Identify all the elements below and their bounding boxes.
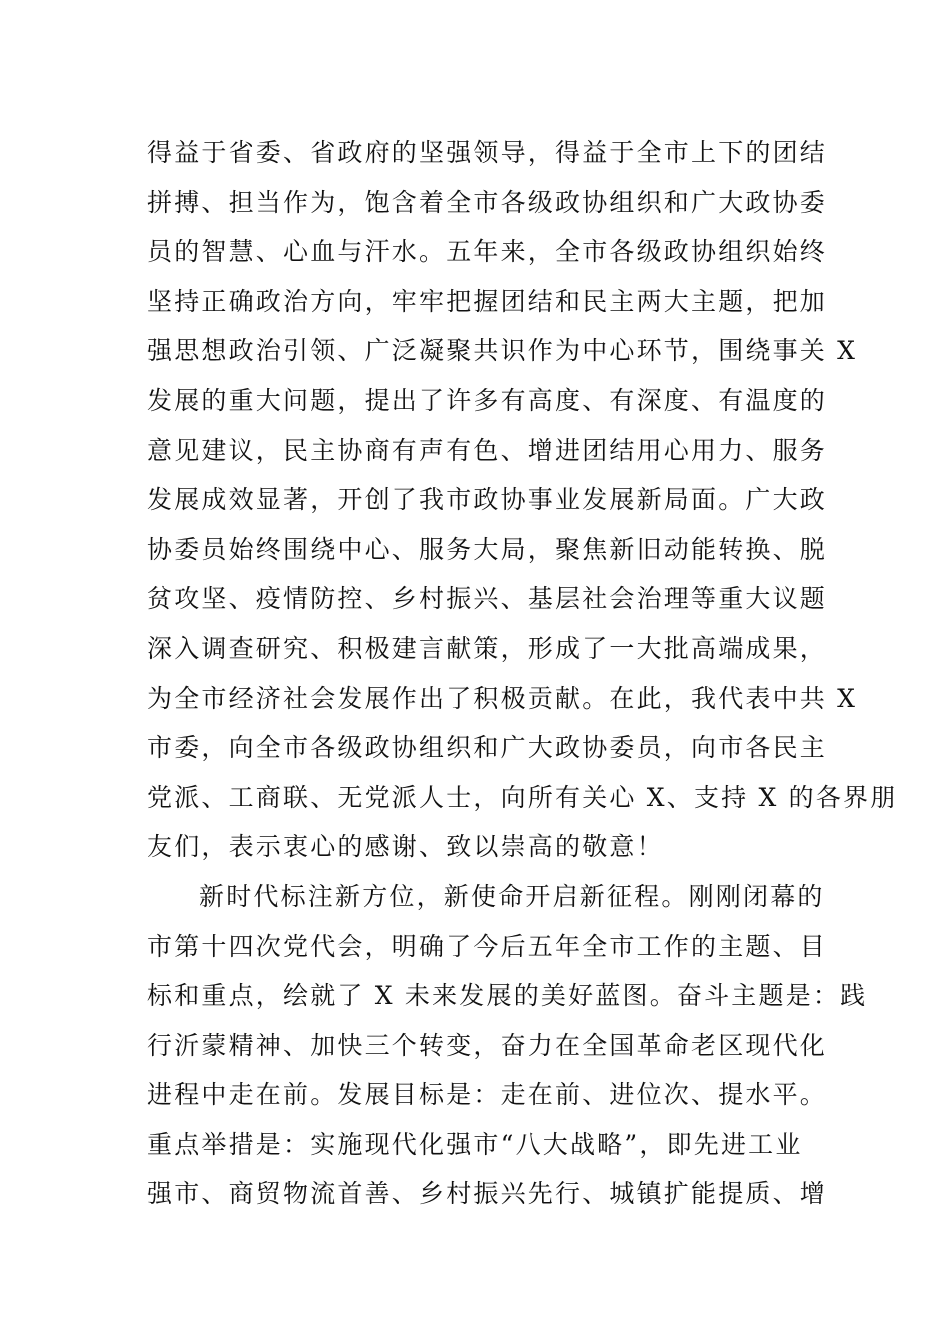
text-line: 贫攻坚、疫情防控、乡村振兴、基层社会治理等重大议题 [147,584,828,614]
text-line: 强市、商贸物流首善、乡村振兴先行、城镇扩能提质、增 [147,1179,828,1209]
text-line: 意见建议，民主协商有声有色、增进团结用心用力、服务 [147,435,828,465]
text-line: 得益于省委、省政府的坚强领导，得益于全市上下的团结 [147,138,828,167]
text-line: 发展成效显著，开创了我市政协事业发展新局面。广大政 [147,485,828,515]
document-body [147,128,898,1219]
text-line: 协委员始终围绕中心、服务大局，聚焦新旧动能转换、脱 [147,534,828,564]
text-line: 友们，表示衷心的感谢、致以崇高的敬意！ [147,832,664,862]
text-line: 市第十四次党代会，明确了今后五年全市工作的主题、目 [147,931,828,961]
text-line: 新时代标注新方位，新使命开启新征程。刚刚闭幕的 [199,881,825,911]
text-line: 党派、工商联、无党派人士，向所有关心 X、支持 X 的各界朋 [147,782,898,812]
text-line: 拼搏、担当作为，饱含着全市各级政协组织和广大政协委 [147,187,828,217]
text-line: 行沂蒙精神、加快三个转变，奋力在全国革命老区现代化 [147,1030,828,1060]
text-line: 深入调查研究、积极建言献策，形成了一大批高端成果， [147,633,828,663]
text-line: 强思想政治引领、广泛凝聚共识作为中心环节，围绕事关 X [147,336,858,366]
text-line: 员的智慧、心血与汗水。五年来，全市各级政协组织始终 [147,237,828,267]
text-line: 市委，向全市各级政协组织和广大政协委员，向市各民主 [147,733,828,763]
text-line: 发展的重大问题，提出了许多有高度、有深度、有温度的 [147,385,828,415]
text-line: 坚持正确政治方向，牢牢把握团结和民主两大主题，把加 [147,286,828,316]
text-line: 标和重点，绘就了 X 未来发展的美好蓝图。奋斗主题是：践 [147,981,868,1011]
text-line: 进程中走在前。发展目标是：走在前、进位次、提水平。 [147,1080,828,1110]
text-line: 为全市经济社会发展作出了积极贡献。在此，我代表中共 X [147,683,858,713]
text-line: 重点举措是：实施现代化强市“八大战略”，即先进工业 [147,1129,803,1159]
